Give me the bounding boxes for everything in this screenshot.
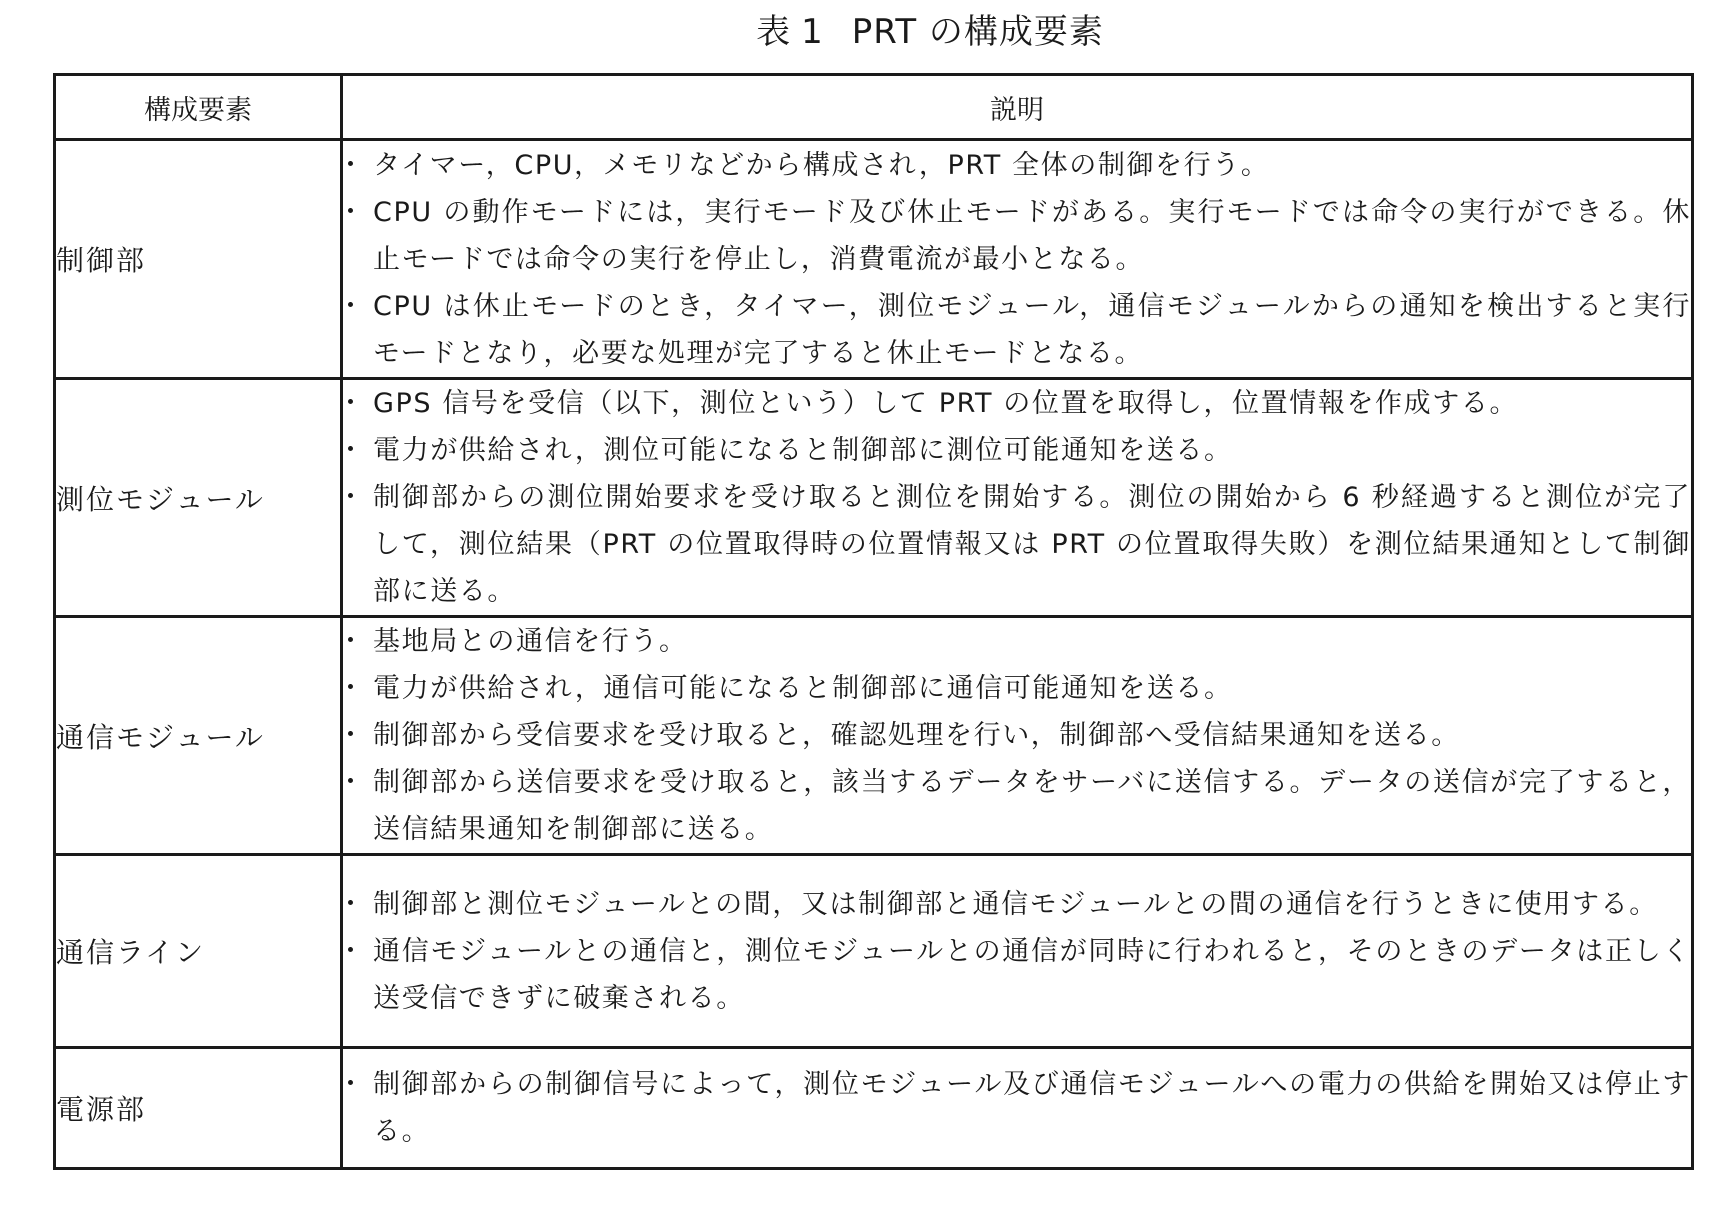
component-description [342, 1048, 1693, 1169]
table-caption-prefix: 表 [756, 12, 792, 52]
description-item: ・ 制御部から受信要求を受け取ると，確認処理を行い，制御部へ受信結果通知を送る。 [343, 712, 1691, 759]
prt-components-table [53, 73, 1694, 1170]
table-row-power-unit [55, 1048, 1693, 1169]
description-item: ・ 制御部と測位モジュールとの間，又は制御部と通信モジュールとの間の通信を行うときに使用する。 [343, 881, 1691, 928]
component-name: 通信ライン [55, 855, 342, 1048]
description-item: ・ CPU は休止モードのとき，タイマー，測位モジュール，通信モジュールからの通知を検出すると実行モードとなり，必要な処理が完了すると休止モードとなる。 [343, 283, 1691, 377]
description-item: ・ 電力が供給され，測位可能になると制御部に測位可能通知を送る。 [343, 427, 1691, 474]
table-caption-text: PRT の構成要素 [851, 12, 1104, 52]
component-name: 電源部 [55, 1048, 342, 1169]
table-row-control-unit [55, 140, 1693, 379]
description-item: ・ 基地局との通信を行う。 [343, 618, 1691, 665]
table-caption-number: 1 [801, 12, 824, 52]
table-caption [0, 8, 1728, 56]
description-item: ・ GPS 信号を受信（以下，測位という）して PRT の位置を取得し，位置情報を作成する。 [343, 380, 1691, 427]
header-description: 説明 [342, 75, 1693, 140]
component-name: 通信モジュール [55, 617, 342, 855]
table-row-communication-line [55, 855, 1693, 1048]
description-item: ・ 電力が供給され，通信可能になると制御部に通信可能通知を送る。 [343, 665, 1691, 712]
component-description [342, 140, 1693, 379]
table-row-communication-module [55, 617, 1693, 855]
description-item: ・ タイマー，CPU，メモリなどから構成され，PRT 全体の制御を行う。 [343, 142, 1691, 189]
component-description [342, 379, 1693, 617]
component-name: 制御部 [55, 140, 342, 379]
description-item: ・ CPU の動作モードには，実行モード及び休止モードがある。実行モードでは命令の実行ができる。休止モードでは命令の実行を停止し，消費電流が最小となる。 [343, 189, 1691, 283]
component-description [342, 617, 1693, 855]
description-item: ・ 制御部から送信要求を受け取ると，該当するデータをサーバに送信する。データの送信が完了すると，送信結果通知を制御部に送る。 [343, 759, 1691, 853]
table-header-row [55, 75, 1693, 140]
component-description [342, 855, 1693, 1048]
header-component: 構成要素 [55, 75, 342, 140]
description-item: ・ 制御部からの測位開始要求を受け取ると測位を開始する。測位の開始から 6 秒経過すると測位が完了して，測位結果（PRT の位置取得時の位置情報又は PRT の位置取得失敗）を測位結果通知として制御部に送る。 [343, 474, 1691, 615]
component-name: 測位モジュール [55, 379, 342, 617]
description-item: ・ 通信モジュールとの通信と，測位モジュールとの通信が同時に行われると，そのときのデータは正しく送受信できずに破棄される。 [343, 928, 1691, 1022]
table-row-positioning-module [55, 379, 1693, 617]
description-item: ・ 制御部からの制御信号によって，測位モジュール及び通信モジュールへの電力の供給を開始又は停止する。 [343, 1061, 1691, 1155]
